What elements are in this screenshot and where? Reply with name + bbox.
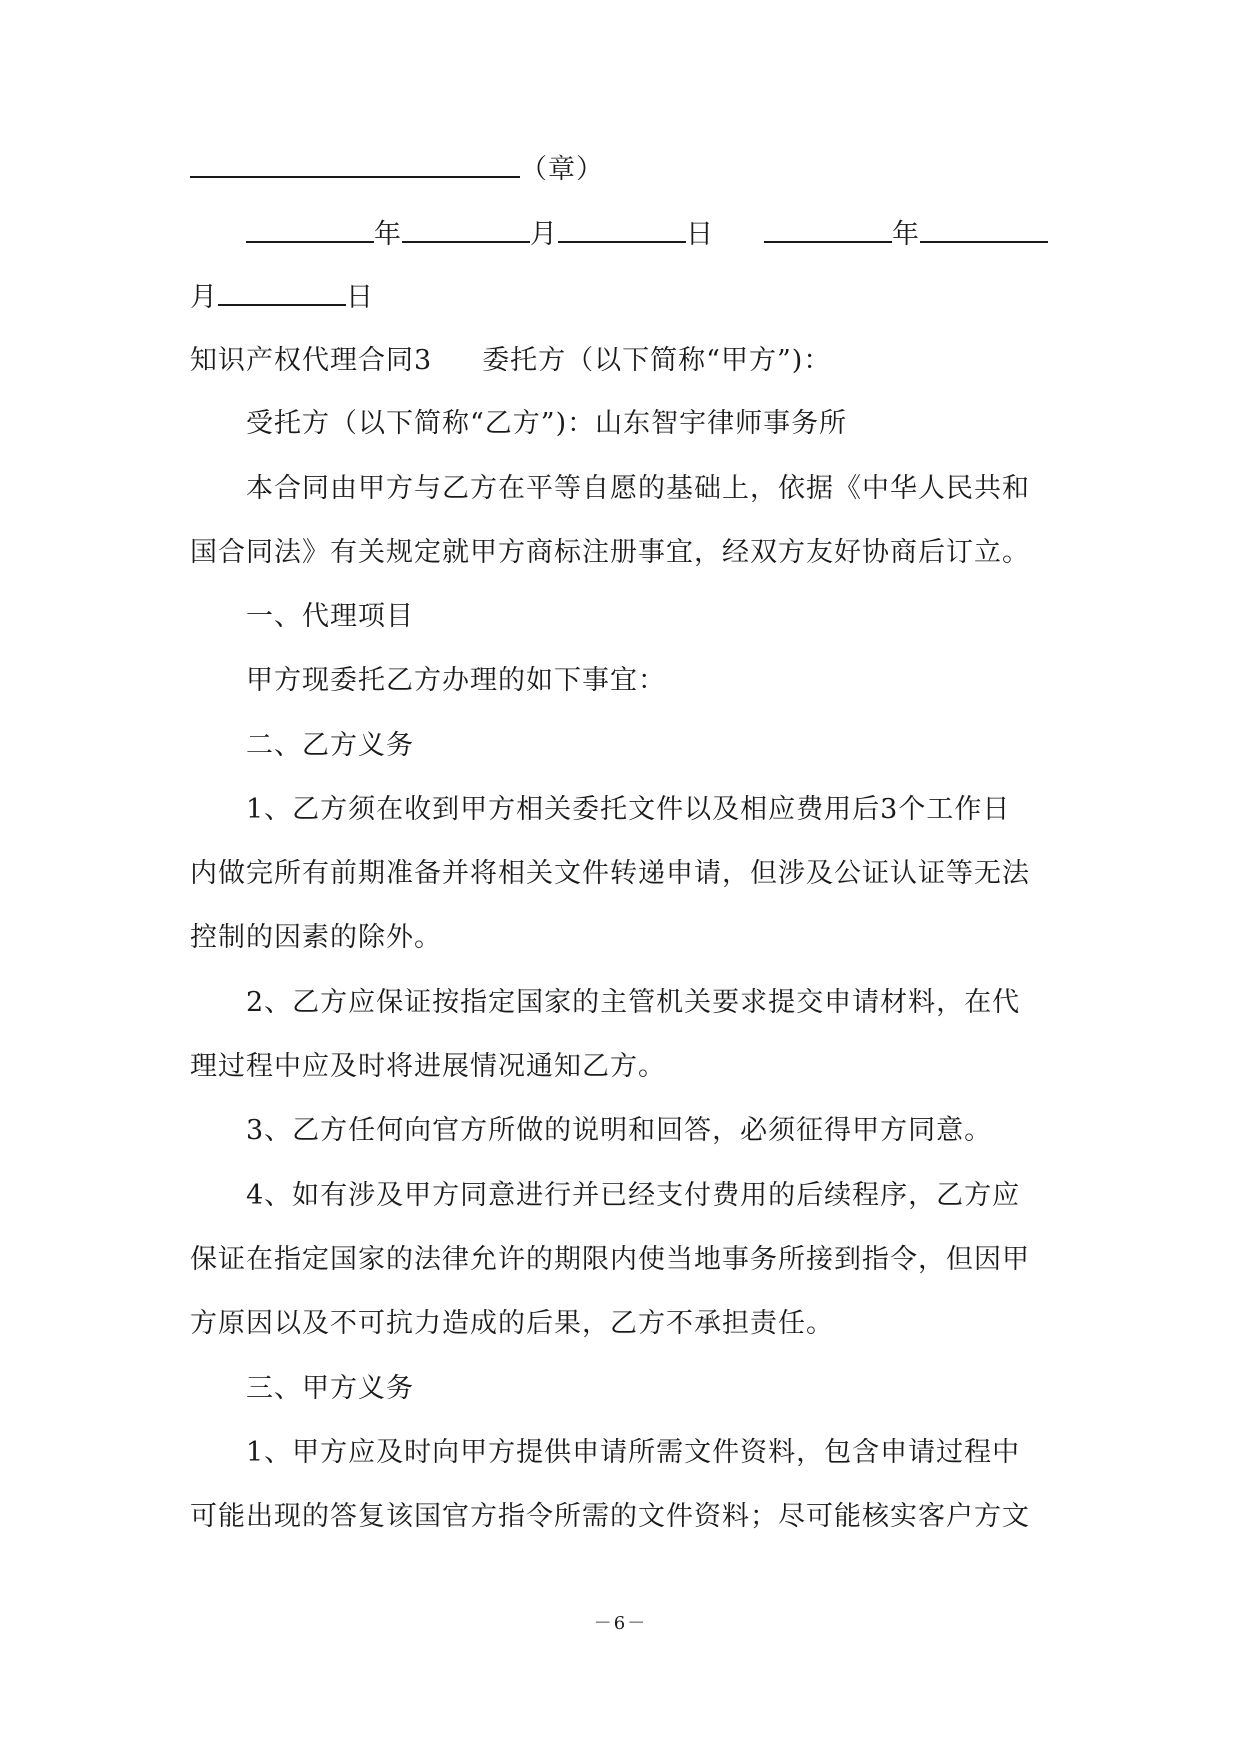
party-a-obligation-1-line-2: 可能出现的答复该国官方指令所需的文件资料；尽可能核实客户方文	[190, 1501, 1030, 1532]
month-blank[interactable]	[402, 213, 530, 243]
section-heading-1: 一、代理项目	[246, 601, 414, 632]
day-blank-2[interactable]	[218, 276, 346, 306]
obligation-2-line-1: 2、乙方应保证按指定国家的主管机关要求提交申请材料，在代	[246, 987, 1021, 1018]
agent-paragraph: 受托方（以下简称“乙方”)：山东智宇律师事务所	[246, 408, 848, 439]
obligation-4-line-3: 方原因以及不可抗力造成的后果，乙方不承担责任。	[190, 1308, 834, 1339]
obligation-1-line-3: 控制的因素的除外。	[190, 922, 442, 953]
party-a-obligation-1-line-1: 1、甲方应及时向甲方提供申请所需文件资料，包含申请过程中	[246, 1437, 1021, 1468]
month-blank-2a[interactable]	[920, 213, 1048, 243]
items-paragraph: 甲方现委托乙方办理的如下事宜：	[246, 665, 666, 696]
obligation-1-line-1: 1、乙方须在收到甲方相关委托文件以及相应费用后3个工作日	[246, 794, 1011, 825]
obligation-1-line-2: 内做完所有前期准备并将相关文件转递申请，但涉及公证认证等无法	[190, 858, 1030, 889]
day-label: 日	[686, 219, 714, 250]
title-line	[190, 341, 1060, 381]
date-row	[246, 213, 1066, 253]
signature-blank[interactable]	[190, 148, 520, 178]
date-row-continued	[190, 276, 1060, 316]
section-heading-2: 二、乙方义务	[246, 730, 414, 761]
obligation-4-line-2: 保证在指定国家的法律允许的期限内使当地事务所接到指令，但因甲	[190, 1244, 1030, 1275]
client-label: 委托方（以下简称“甲方”)：	[482, 345, 832, 376]
page-number: －6－	[593, 1613, 648, 1634]
signature-line	[190, 148, 1060, 188]
obligation-2-line-2: 理过程中应及时将进展情况通知乙方。	[190, 1051, 666, 1082]
intro-line-2: 国合同法》有关规定就甲方商标注册事宜，经双方友好协商后订立。	[190, 537, 1030, 568]
year-blank[interactable]	[246, 213, 374, 243]
year-label-2: 年	[892, 219, 920, 250]
day-blank[interactable]	[558, 213, 686, 243]
year-blank-2[interactable]	[764, 213, 892, 243]
stamp-label: （章）	[520, 154, 604, 185]
year-label: 年	[374, 219, 402, 250]
month-label-2: 月	[190, 282, 218, 313]
obligation-4-line-1: 4、如有涉及甲方同意进行并已经支付费用的后续程序，乙方应	[246, 1180, 1021, 1211]
section-heading-3: 三、甲方义务	[246, 1373, 414, 1404]
obligation-3-line-1: 3、乙方任何向官方所做的说明和回答，必须征得甲方同意。	[246, 1115, 993, 1146]
contract-title: 知识产权代理合同3	[190, 345, 433, 376]
day-label-2: 日	[346, 282, 374, 313]
month-label: 月	[530, 219, 558, 250]
intro-line-1: 本合同由甲方与乙方在平等自愿的基础上，依据《中华人民共和	[246, 473, 1030, 504]
